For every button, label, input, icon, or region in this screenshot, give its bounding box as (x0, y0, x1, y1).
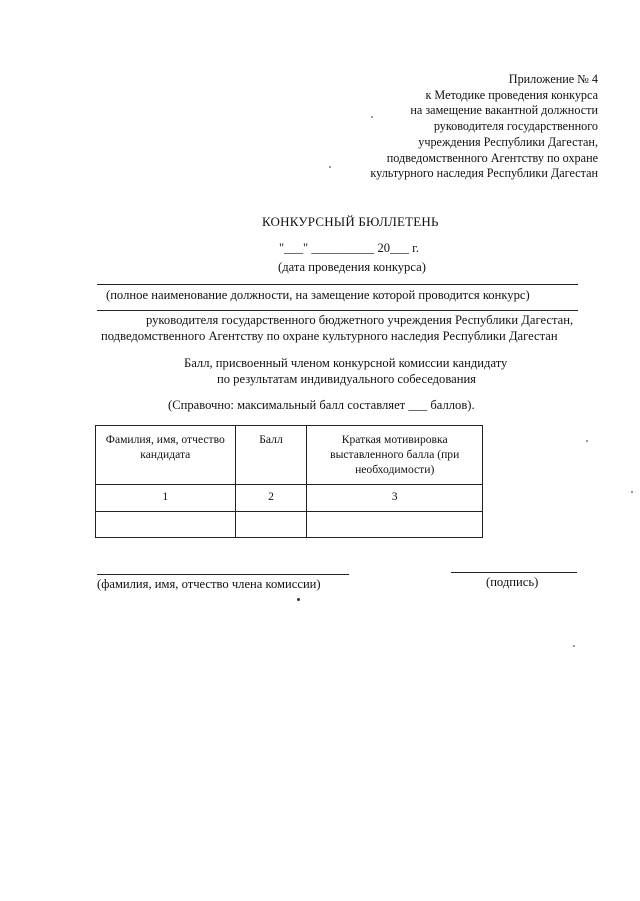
scan-speck (297, 598, 300, 601)
date-line: "___" __________ 20___ г. (279, 241, 419, 255)
score-heading-line-1: Балл, присвоенный членом конкурсной комиссии кандидату (184, 356, 508, 370)
score-table (95, 425, 483, 538)
scan-speck (371, 116, 373, 118)
scan-speck (586, 440, 588, 442)
appendix-line: подведомственного Агентству по охране (386, 150, 598, 165)
column-number-1: 1 (96, 485, 236, 512)
header-motivation: Краткая мотивировка выставленного балла (при необходимости) (307, 426, 483, 485)
header-score: Балл (235, 426, 307, 485)
table-row (96, 485, 483, 512)
empty-cell (307, 512, 483, 538)
appendix-line: руководителя государственного (433, 119, 598, 134)
position-extra-rule (97, 310, 578, 311)
position-name-rule (97, 284, 578, 285)
scan-speck (329, 166, 331, 168)
appendix-line: к Методике проведения конкурса (425, 87, 598, 102)
table-row (96, 512, 483, 538)
signature-rule (451, 572, 577, 573)
page-title: КОНКУРСНЫЙ БЮЛЛЕТЕНЬ (262, 214, 439, 229)
institution-line-2: подведомственного Агентству по охране культурного наследия Республики Дагестан (101, 329, 558, 343)
reference-note: (Справочно: максимальный балл составляет ___ баллов). (168, 398, 475, 412)
date-caption: (дата проведения конкурса) (278, 260, 426, 274)
table-header-row (96, 426, 483, 485)
empty-cell (235, 512, 307, 538)
institution-line-1: руководителя государственного бюджетного учреждения Республики Дагестан, (146, 313, 574, 327)
score-heading-line-2: по результатам индивидуального собеседования (217, 372, 476, 386)
member-name-caption: (фамилия, имя, отчество члена комиссии) (97, 577, 321, 591)
scan-speck (573, 645, 575, 647)
empty-cell (96, 512, 236, 538)
appendix-line: культурного наследия Республики Дагестан (370, 166, 598, 181)
header-candidate-name: Фамилия, имя, отчество кандидата (96, 426, 236, 485)
position-caption: (полное наименование должности, на замещение которой проводится конкурс) (106, 288, 530, 302)
member-name-rule (97, 574, 349, 575)
signature-caption: (подпись) (486, 575, 539, 589)
column-number-3: 3 (307, 485, 483, 512)
appendix-line: на замещение вакантной должности (410, 103, 598, 118)
appendix-line: Приложение № 4 (508, 72, 598, 86)
appendix-line: учреждения Республики Дагестан, (418, 134, 598, 149)
appendix-block (298, 72, 598, 182)
column-number-2: 2 (235, 485, 307, 512)
scan-speck (631, 491, 633, 493)
